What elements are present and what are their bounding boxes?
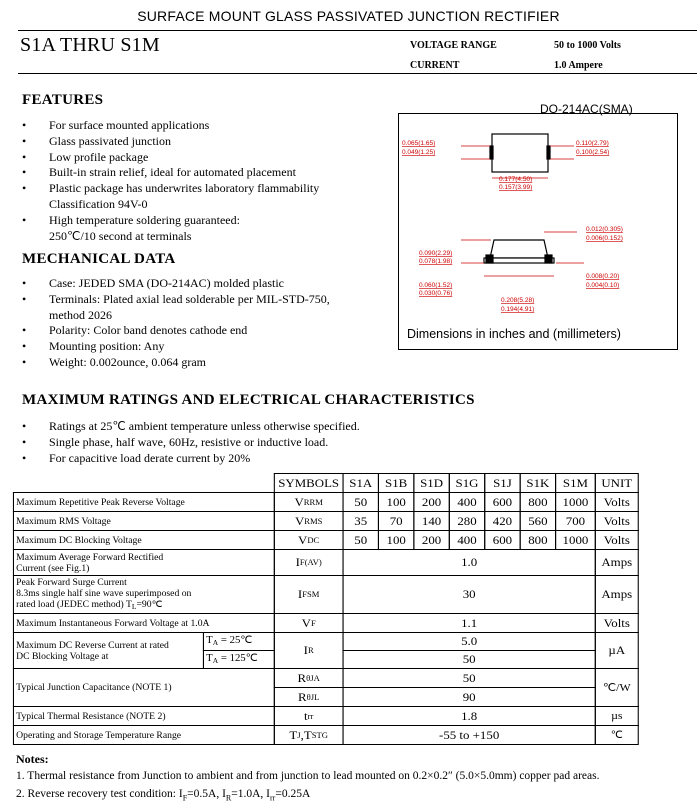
spec-voltage-value: 50 to 1000 Volts xyxy=(554,39,621,51)
condition-cell: $T_A$ = 25℃ xyxy=(203,632,275,651)
symbol-cell: V DC xyxy=(274,530,344,550)
value-cell: 1.1 xyxy=(342,613,595,633)
spec-voltage-label: VOLTAGE RANGE xyxy=(410,39,497,51)
unit-cell: ℃/W xyxy=(595,668,639,707)
unit-cell: µA xyxy=(595,632,639,669)
value-cell: 35 xyxy=(342,511,378,531)
unit-cell: ℃ xyxy=(595,725,639,745)
value-cell: 600 xyxy=(484,530,520,550)
symbol-cell: I R xyxy=(274,632,344,669)
value-cell: 800 xyxy=(520,530,556,550)
dim-label: 0.060(1.52) xyxy=(419,282,453,289)
spec-current-value: 1.0 Ampere xyxy=(554,59,603,71)
unit-cell: µs xyxy=(595,706,639,726)
table-row xyxy=(14,726,686,745)
dim-label: 0.030(0.76) xyxy=(419,290,453,297)
param-label: Maximum DC Reverse Current at rated xyxy=(16,639,169,650)
value-cell: 280 xyxy=(449,511,485,531)
spec-current-label: CURRENT xyxy=(410,59,460,71)
note-1: 1. Thermal resistance from Junction to ambient and from junction to lead mounted on 0.2×0.2″ (5.0×5.0mm) copper pad areas. xyxy=(16,770,600,782)
value-cell: 420 xyxy=(484,511,520,531)
dim-label: 0.008(0.20) xyxy=(586,273,620,280)
value-cell: 200 xyxy=(413,530,449,550)
ratings-conditions xyxy=(22,419,622,466)
value-cell: 5.0 xyxy=(342,632,595,651)
body-outline xyxy=(492,134,548,172)
list-item: • High temperature soldering guaranteed: xyxy=(22,213,402,229)
header-symbols: SYMBOLS xyxy=(274,473,344,493)
list-item: • Low profile package xyxy=(22,150,402,166)
header-part: S1M xyxy=(555,473,596,493)
list-item: • For surface mounted applications xyxy=(22,118,402,134)
list-item: • Glass passivated junction xyxy=(22,134,402,150)
symbol-cell: I FSM xyxy=(274,575,344,614)
param-label: Peak Forward Surge Current xyxy=(16,576,127,587)
list-item: • Ratings at 25℃ ambient temperature unless otherwise specified. xyxy=(22,419,622,435)
param-label: Maximum DC Blocking Voltage xyxy=(16,534,142,545)
series-title: SURFACE MOUNT GLASS PASSIVATED JUNCTION RECTIFIER xyxy=(137,8,560,24)
dim-label: 0.100(2.54) xyxy=(576,149,610,156)
notes-heading: Notes: xyxy=(16,752,49,766)
list-item: • Polarity: Color band denotes cathode end xyxy=(22,323,402,339)
header-part: S1K xyxy=(520,473,556,493)
unit-cell: Amps xyxy=(595,575,639,614)
table-row xyxy=(14,669,686,707)
table-row xyxy=(14,576,686,614)
dim-label: 0.208(5.28) xyxy=(501,297,535,304)
package-label: DO-214AC(SMA) xyxy=(540,102,633,116)
list-item-continuation: Classification 94V-0 xyxy=(49,196,148,211)
value-cell: -55 to +150 xyxy=(342,725,595,745)
top-view xyxy=(490,134,550,172)
value-cell: 50 xyxy=(342,530,378,550)
unit-cell: Volts xyxy=(595,492,639,512)
features-heading: FEATURES xyxy=(22,92,104,108)
side-view xyxy=(484,240,554,263)
param-label: 8.3ms single half sine wave superimposed on xyxy=(16,587,192,598)
param-label: Typical Thermal Resistance (NOTE 2) xyxy=(16,710,166,721)
lead-left xyxy=(490,146,493,159)
param-label: Typical Junction Capacitance (NOTE 1) xyxy=(16,682,172,692)
features-list xyxy=(22,118,402,244)
mechanical-heading: MECHANICAL DATA xyxy=(22,251,176,267)
list-item: • For capacitive load derate current by 20% xyxy=(22,451,622,467)
value-cell: 200 xyxy=(413,492,449,512)
value-cell: 90 xyxy=(342,687,595,707)
value-cell: 1000 xyxy=(555,492,596,512)
dim-label: 0.049(1.25) xyxy=(402,149,436,156)
table-row xyxy=(14,633,686,669)
list-item: • Mounting position: Any xyxy=(22,339,402,355)
param-label: Maximum Instantaneous Forward Voltage at 1.0A xyxy=(16,617,210,628)
value-cell: 1.0 xyxy=(342,549,595,576)
value-cell: 1000 xyxy=(555,530,596,550)
value-cell: 140 xyxy=(413,511,449,531)
spec-voltage-row xyxy=(410,35,621,55)
header-part: S1J xyxy=(484,473,520,493)
table-row xyxy=(14,512,686,531)
param-label: DC Blocking Voltage at xyxy=(16,650,109,661)
list-item-continuation: method 2026 xyxy=(49,307,112,322)
list-item: • Weight: 0.002ounce, 0.064 gram xyxy=(22,355,402,371)
value-cell: 100 xyxy=(378,492,414,512)
value-cell: 50 xyxy=(342,650,595,669)
dimension-caption: Dimensions in inches and (millimeters) xyxy=(407,327,621,341)
header-part: S1G xyxy=(449,473,485,493)
mechanical-list xyxy=(22,276,402,371)
table-row xyxy=(14,550,686,576)
param-label: Current (see Fig.1) xyxy=(16,562,90,573)
symbol-cell: T J ,T STG xyxy=(274,725,344,745)
symbol-cell: V RMS xyxy=(274,511,344,531)
top-dim-lines xyxy=(461,146,574,178)
note-2: 2. Reverse recovery test condition: $I_F=0.5A$, $I_R=1.0A$, $I_{rr}=0.25A$ xyxy=(16,788,311,803)
value-cell: 50 xyxy=(342,668,595,688)
list-item-continuation: 250℃/10 second at terminals xyxy=(49,228,192,243)
dim-label: 0.006(0.152) xyxy=(586,235,623,242)
param-label: Maximum Average Forward Rectified xyxy=(16,551,164,562)
list-item: • Built-in strain relief, ideal for automated placement xyxy=(22,165,402,181)
value-cell: 30 xyxy=(342,575,595,614)
table-row xyxy=(14,493,686,512)
dim-label: 0.194(4.91) xyxy=(501,306,535,313)
unit-cell: Volts xyxy=(595,530,639,550)
dim-label: 0.157(3.99) xyxy=(499,184,533,191)
table-row xyxy=(14,707,686,726)
part-title: S1A THRU S1M xyxy=(20,34,160,56)
value-cell: 50 xyxy=(342,492,378,512)
package-drawing xyxy=(399,114,677,349)
value-cell: 700 xyxy=(555,511,596,531)
top-divider xyxy=(18,30,697,31)
value-cell: 100 xyxy=(378,530,414,550)
table-row xyxy=(14,614,686,633)
condition-cell: $T_A$ = 125℃ xyxy=(203,650,275,669)
dim-label: 0.177(4.50) xyxy=(499,176,533,183)
list-item: • Single phase, half wave, 60Hz, resistive or inductive load. xyxy=(22,435,622,451)
package-outline-box xyxy=(398,113,678,350)
value-cell: 400 xyxy=(449,530,485,550)
unit-cell: Amps xyxy=(595,549,639,576)
param-label: Operating and Storage Temperature Range xyxy=(16,729,182,740)
lead-right xyxy=(547,146,550,159)
value-cell: 70 xyxy=(378,511,414,531)
dim-label: 0.004(0.10) xyxy=(586,282,620,289)
unit-cell: Volts xyxy=(595,511,639,531)
dim-label: 0.078(1.98) xyxy=(419,258,453,265)
dim-label: 0.090(2.29) xyxy=(419,250,453,257)
table-row xyxy=(14,531,686,550)
symbol-cell: V F xyxy=(274,613,344,633)
value-cell: 600 xyxy=(484,492,520,512)
header-divider xyxy=(18,73,697,74)
header-unit: UNIT xyxy=(595,473,639,493)
header-part: S1D xyxy=(413,473,449,493)
value-cell: 1.8 xyxy=(342,706,595,726)
symbol-cell: R θJA xyxy=(274,668,344,688)
dim-label: 0.012(0.305) xyxy=(586,226,623,233)
unit-cell: Volts xyxy=(595,613,639,633)
list-item: • Terminals: Plated axial lead solderable per MIL-STD-750, xyxy=(22,292,402,308)
param-label: Maximum RMS Voltage xyxy=(16,515,111,526)
dim-label: 0.065(1.65) xyxy=(402,140,436,147)
list-item: • Plastic package has underwrites laboratory flammability xyxy=(22,181,402,197)
list-item: • Case: JEDED SMA (DO-214AC) molded plastic xyxy=(22,276,402,292)
param-label: rated load (JEDEC method) $T_L=90℃$ xyxy=(16,598,163,611)
header-part: S1A xyxy=(342,473,378,493)
symbol-cell: V RRM xyxy=(274,492,344,512)
symbol-cell: t rr xyxy=(274,706,344,726)
param-label: Maximum Repetitive Peak Reverse Voltage xyxy=(16,496,185,507)
symbol-cell: R θJL xyxy=(274,687,344,707)
ratings-heading: MAXIMUM RATINGS AND ELECTRICAL CHARACTERISTICS xyxy=(22,392,475,408)
table-header-row xyxy=(14,474,686,493)
value-cell: 400 xyxy=(449,492,485,512)
spec-summary xyxy=(410,35,621,75)
value-cell: 800 xyxy=(520,492,556,512)
spec-current-row xyxy=(410,55,621,75)
value-cell: 560 xyxy=(520,511,556,531)
dim-label: 0.110(2.79) xyxy=(576,140,609,147)
header-part: S1B xyxy=(378,473,414,493)
symbol-cell: I F(AV) xyxy=(274,549,344,576)
